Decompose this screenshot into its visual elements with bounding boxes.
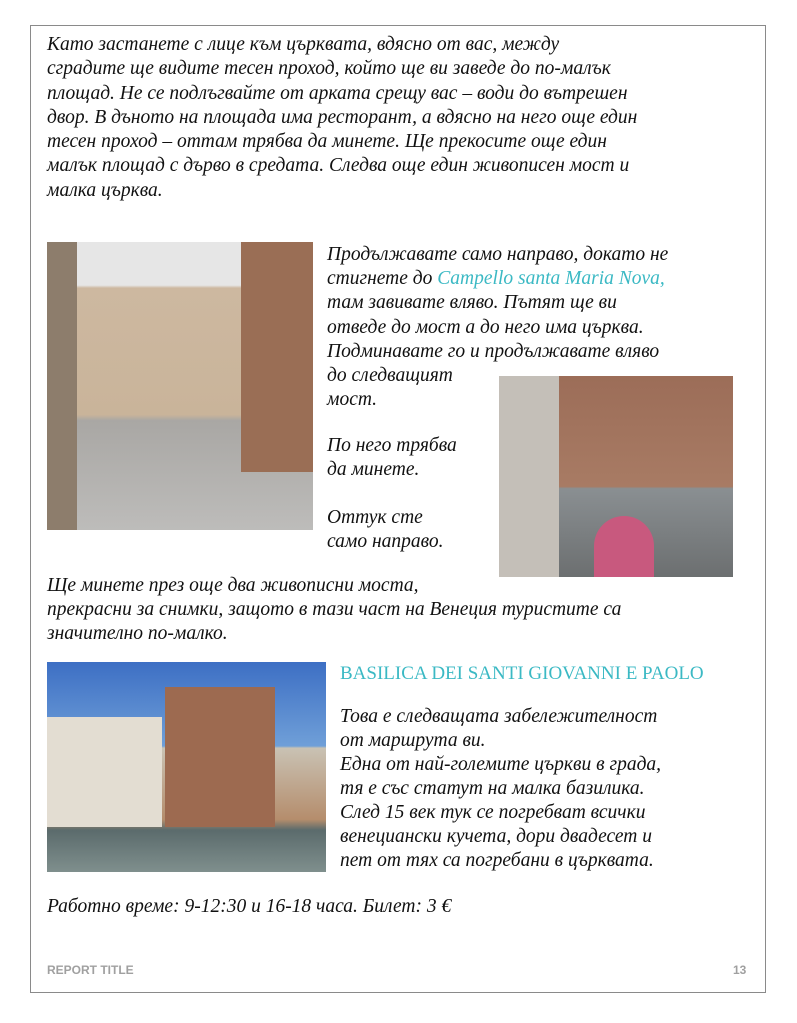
text-line: там завивате вляво. Пътят ще ви (327, 292, 617, 313)
text-line: Ще минете през още два живописни моста, (47, 575, 419, 596)
text-line: тесен проход – оттам трябва да минете. Ще прекосите още един (47, 131, 607, 152)
text-line: да минете. (327, 459, 420, 480)
text-line: Оттук сте (327, 507, 423, 528)
text-line: тя е със статут на малка базилика. (340, 778, 645, 799)
text-line: Една от най-големите църкви в града, (340, 754, 662, 775)
page-number: 13 (733, 963, 747, 977)
text-line (327, 267, 665, 291)
photo-venice-square (47, 242, 313, 530)
text-line: Това е следващата забележителност (340, 706, 658, 727)
text-line: малка църква. (47, 180, 163, 201)
text-line: След 15 век тук се погребват всички (340, 802, 646, 823)
text: стигнете до (327, 268, 438, 289)
text-line: до следващият (327, 365, 453, 386)
text-line: площад. Не се подлъгвайте от арката срещу вас – води до вътрешен (47, 83, 628, 104)
text-line: По него трябва (327, 435, 457, 456)
text-line: значително по-малко. (47, 623, 228, 644)
text-line: само направо. (327, 531, 444, 552)
text-line: от маршрута ви. (340, 730, 486, 751)
text-line: венециански кучета, дори двадесет и (340, 826, 653, 847)
footer-report-title: REPORT TITLE (47, 963, 134, 977)
basilica-heading: BASILICA DEI SANTI GIOVANNI E PAOLO (340, 663, 704, 684)
text-line: прекрасни за снимки, защото в тази част на Венеция туристите са (47, 599, 622, 620)
text-line: малък площад с дърво в средата. Следва още един живописен мост и (47, 155, 630, 176)
text-line: отведе до мост а до него има църква. (327, 317, 644, 338)
text-line: мост. (327, 389, 378, 410)
campello-link[interactable]: Campello santa Maria Nova, (437, 268, 665, 289)
text-line: Продължавате само направо, докато не (327, 244, 669, 265)
opening-hours: Работно време: 9-12:30 и 16-18 часа. Билет: 3 € (47, 896, 452, 917)
text-line: пет от тях са погребани в църквата. (340, 850, 654, 871)
photo-basilica (47, 662, 326, 872)
photo-bridge-street (499, 376, 733, 577)
text-line: Подминавате го и продължавате вляво (327, 341, 660, 362)
text-line: двор. В дъното на площада има ресторант, а вдясно на него още един (47, 107, 638, 128)
text-line: сградите ще видите тесен проход, който ще ви заведе до по-малък (47, 58, 611, 79)
text-line: Като застанете с лице към църквата, вдясно от вас, между (47, 34, 560, 55)
